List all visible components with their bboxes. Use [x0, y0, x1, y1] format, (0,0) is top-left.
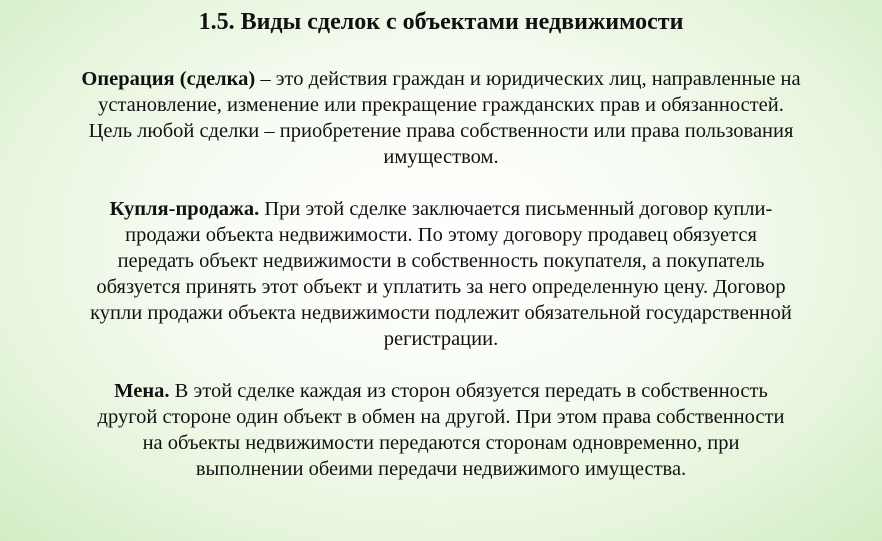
paragraph-line: продажи объекта недвижимости. По этому договору продавец обязуется	[125, 224, 757, 246]
paragraph-line: обязуется принять этот объект и уплатить за него определенную цену. Договор	[96, 276, 786, 298]
paragraph-line	[12, 66, 870, 92]
paragraph-line	[12, 378, 870, 404]
paragraph-text: В этой сделке каждая из сторон обязуется передать в собственность	[169, 380, 768, 402]
slide-title: 1.5. Виды сделок с объектами недвижимости	[198, 9, 684, 35]
paragraph-text: При этой сделке заключается письменный договор купли-	[259, 198, 773, 220]
term-operation: Операция (сделка)	[81, 68, 256, 90]
paragraph-line	[12, 196, 870, 222]
paragraph-line: установление, изменение или прекращение гражданских прав и обязанностей.	[98, 94, 784, 116]
paragraph-exchange	[12, 378, 870, 482]
paragraph-line: передать объект недвижимости в собственность покупателя, а покупатель	[117, 250, 765, 272]
paragraph-line: другой стороне один объект в обмен на другой. При этом права собственности	[97, 406, 785, 428]
paragraph-purchase-sale	[12, 196, 870, 352]
paragraph-line: на объекты недвижимости передаются сторонам одновременно, при	[142, 432, 740, 454]
paragraph-line: купли продажи объекта недвижимости подлежит обязательной государственной	[90, 302, 792, 324]
paragraph-line: имуществом.	[383, 146, 499, 168]
term-exchange: Мена.	[114, 380, 170, 402]
paragraph-line: выполнении обеими передачи недвижимого имущества.	[195, 458, 687, 480]
paragraph-text: – это действия граждан и юридических лиц, направленные на	[255, 68, 801, 90]
paragraph-line: Цель любой сделки – приобретение права собственности или права пользования	[88, 120, 794, 142]
term-purchase-sale: Купля-продажа.	[109, 198, 260, 220]
paragraph-operation	[12, 66, 870, 170]
paragraph-line: регистрации.	[383, 328, 499, 350]
